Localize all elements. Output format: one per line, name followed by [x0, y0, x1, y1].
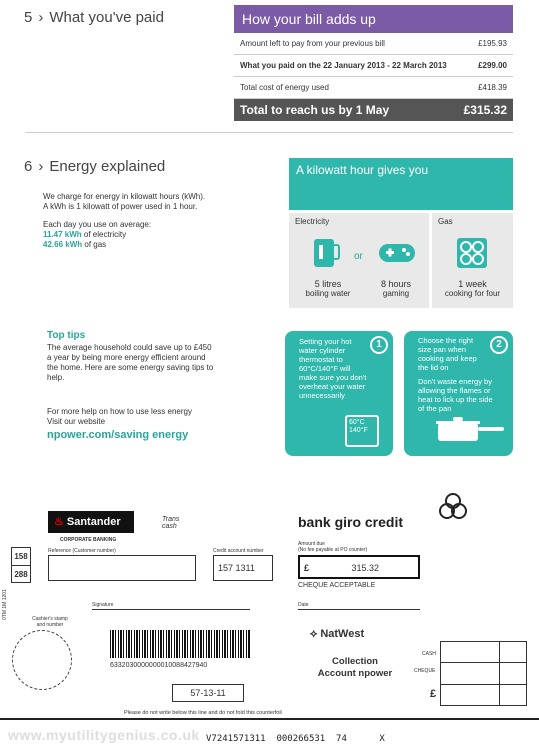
- flame-icon: ♨: [54, 516, 64, 528]
- signature-line[interactable]: [92, 609, 250, 610]
- do-not-write-notice: Please do not write below this line and do not fold this counterfoil: [124, 710, 282, 716]
- natwest-logo: [310, 628, 364, 641]
- section-5-heading: What you've paid: [49, 9, 164, 26]
- credit-account-label: Credit account number: [213, 548, 264, 554]
- cooking-amount: 1 week: [458, 279, 487, 289]
- bill-summary-header: How your bill adds up: [234, 5, 513, 33]
- section-5-title: [24, 9, 164, 26]
- gas-usage-text: of gas: [82, 240, 107, 249]
- bill-summary-table: [234, 33, 513, 99]
- electricity-usage: [43, 230, 243, 240]
- tip-2-text-1: Choose the right size pan when cooking and keep the lid on: [418, 336, 477, 372]
- thermostat-celsius: 60°C: [349, 419, 365, 426]
- code-line: V7241571311 000266531 74 X: [206, 734, 385, 744]
- bill-row: [234, 55, 513, 77]
- side-code-bottom: 288: [14, 570, 28, 579]
- date-line[interactable]: [298, 609, 420, 610]
- section-6-number: 6: [24, 158, 33, 175]
- bill-row-value: £299.00: [478, 61, 507, 70]
- or-label: or: [354, 251, 363, 262]
- barcode: [110, 630, 250, 658]
- natwest-cube-icon: ⟡: [310, 628, 321, 640]
- kwh-panel: [289, 158, 513, 308]
- transcash-logo: [162, 516, 179, 530]
- bill-total-row: [234, 99, 513, 121]
- cash-row-line: [441, 662, 526, 663]
- amount-label: Amount due: [298, 541, 325, 547]
- cooking-caption: [432, 279, 513, 299]
- tip-1-number: 1: [370, 336, 388, 354]
- cashier-stamp-label: Cashier's stamp and number: [32, 616, 68, 628]
- cheque-label: CHEQUE: [414, 668, 436, 674]
- electricity-label: Electricity: [295, 217, 330, 226]
- total-currency: £: [430, 688, 437, 700]
- gaming-caption: [371, 279, 421, 299]
- chevron-right-icon: ›: [38, 158, 44, 175]
- amount-sublabel: (No fee payable at PO counter): [298, 547, 368, 553]
- thermostat-readout: [347, 417, 377, 437]
- boiling-water-caption: [303, 279, 353, 299]
- transcash-line-2: cash: [162, 523, 177, 530]
- gas-usage: [43, 240, 243, 250]
- electricity-usage-text: of electricity: [81, 230, 127, 239]
- tip-2-number: 2: [490, 336, 508, 354]
- bill-row-label: Total cost of energy used: [240, 83, 329, 92]
- table-col-line: [499, 642, 500, 705]
- cashier-stamp-circle: [12, 630, 72, 690]
- date-label: Date: [298, 602, 309, 608]
- top-tips-title: Top tips: [47, 330, 86, 341]
- electricity-box: [289, 213, 429, 308]
- section-6-heading: Energy explained: [49, 158, 166, 175]
- bill-total-value: £315.32: [463, 103, 507, 117]
- natwest-name: NatWest: [320, 628, 365, 640]
- signature-label: Signature: [92, 602, 114, 608]
- santander-name: Santander: [66, 516, 121, 528]
- cash-label: CASH: [422, 651, 436, 657]
- bill-row: [234, 33, 513, 55]
- bill-summary: [234, 5, 513, 121]
- hob-icon: [456, 237, 488, 274]
- side-code-box: [11, 547, 31, 583]
- section-5-number: 5: [24, 9, 33, 26]
- santander-logo: [48, 511, 134, 533]
- bill-row-value: £418.39: [478, 83, 507, 92]
- cash-cheque-table: [440, 641, 527, 706]
- amount-field: [298, 555, 420, 579]
- top-tips-help: For more help on how to use less energy: [47, 407, 192, 416]
- gamepad-icon: [377, 241, 417, 270]
- thermostat-icon: [345, 415, 379, 447]
- side-code-top: 158: [12, 548, 30, 566]
- tip-2-card: [404, 331, 513, 456]
- vertical-code: 0TM 1M 1201: [2, 589, 8, 620]
- tip-1-text: Setting your hot water cylinder thermostat to 60°C/140°F will make sure you don't overheat your water unnecessarily: [299, 337, 367, 400]
- transcash-line-1: Trans: [162, 516, 180, 523]
- top-tips: [47, 330, 217, 441]
- bill-total-label: Total to reach us by 1 May: [240, 103, 390, 117]
- kwh-panel-header: A kilowatt hour gives you: [289, 158, 513, 210]
- bill-row: [234, 77, 513, 99]
- collection-line-1: Collection: [332, 656, 378, 667]
- gaming-text: gaming: [382, 289, 410, 298]
- chevron-right-icon: ›: [38, 9, 44, 26]
- top-tips-visit: Visit our website: [47, 417, 106, 426]
- gaming-amount: 8 hours: [380, 279, 412, 289]
- electricity-usage-value: 11.47 kWh: [43, 230, 82, 239]
- thermostat-fahrenheit: 140°F: [349, 427, 368, 434]
- gas-usage-value: 42.66 kWh: [43, 240, 83, 249]
- collection-account: [300, 656, 410, 680]
- npower-logo-icon: [438, 492, 468, 527]
- boiling-water-amount: 5 litres: [314, 279, 342, 289]
- amount-value: 315.32: [351, 563, 380, 573]
- gas-label: Gas: [438, 217, 453, 226]
- bill-row-label: What you paid on the 22 January 2013 - 22 March 2013: [240, 61, 447, 70]
- reference-label: Reference (Customer number): [48, 548, 116, 554]
- tip-2-text-2: Don't waste energy by allowing the flames or heat to lick up the side of the pan: [418, 377, 493, 413]
- cooking-text: cooking for four: [444, 289, 501, 298]
- giro-title: bank giro credit: [298, 514, 404, 530]
- explain-line-1: We charge for energy in kilowatt hours (kWh).: [43, 192, 206, 201]
- pan-icon: [436, 415, 506, 447]
- boiling-water-text: boiling water: [305, 289, 351, 298]
- explain-line-3: Each day you use on average:: [43, 220, 152, 229]
- barcode-number: 6332030000000010088427940: [110, 662, 208, 669]
- gas-box: [432, 213, 513, 308]
- watermark: www.myutilitygenius.co.uk: [8, 727, 200, 743]
- sort-code-box: 57-13-11: [172, 684, 244, 702]
- tear-line: [0, 718, 539, 720]
- cheque-row-line: [441, 684, 526, 685]
- corporate-banking: CORPORATE BANKING: [60, 537, 117, 543]
- collection-line-2: Account npower: [317, 668, 393, 679]
- bill-row-label: Amount left to pay from your previous bill: [240, 39, 385, 48]
- section-6-title: [24, 158, 165, 175]
- credit-account-field: 157 1311: [213, 555, 273, 581]
- top-tips-body: The average household could save up to £450 a year by being more energy efficient around the home. Here are some energy saving tips to help.: [47, 343, 214, 382]
- reference-field[interactable]: [48, 555, 196, 581]
- kettle-icon: [311, 237, 341, 274]
- energy-explanation: [43, 192, 243, 250]
- bill-row-value: £195.93: [478, 39, 507, 48]
- explain-line-2: A kWh is 1 kilowatt of power used in 1 hour.: [43, 202, 198, 211]
- tip-1-card: [285, 331, 393, 456]
- divider: [26, 132, 513, 133]
- amount-currency: £: [304, 563, 310, 573]
- savings-link[interactable]: npower.com/saving energy: [47, 429, 189, 441]
- cheque-acceptable: CHEQUE ACCEPTABLE: [298, 582, 376, 589]
